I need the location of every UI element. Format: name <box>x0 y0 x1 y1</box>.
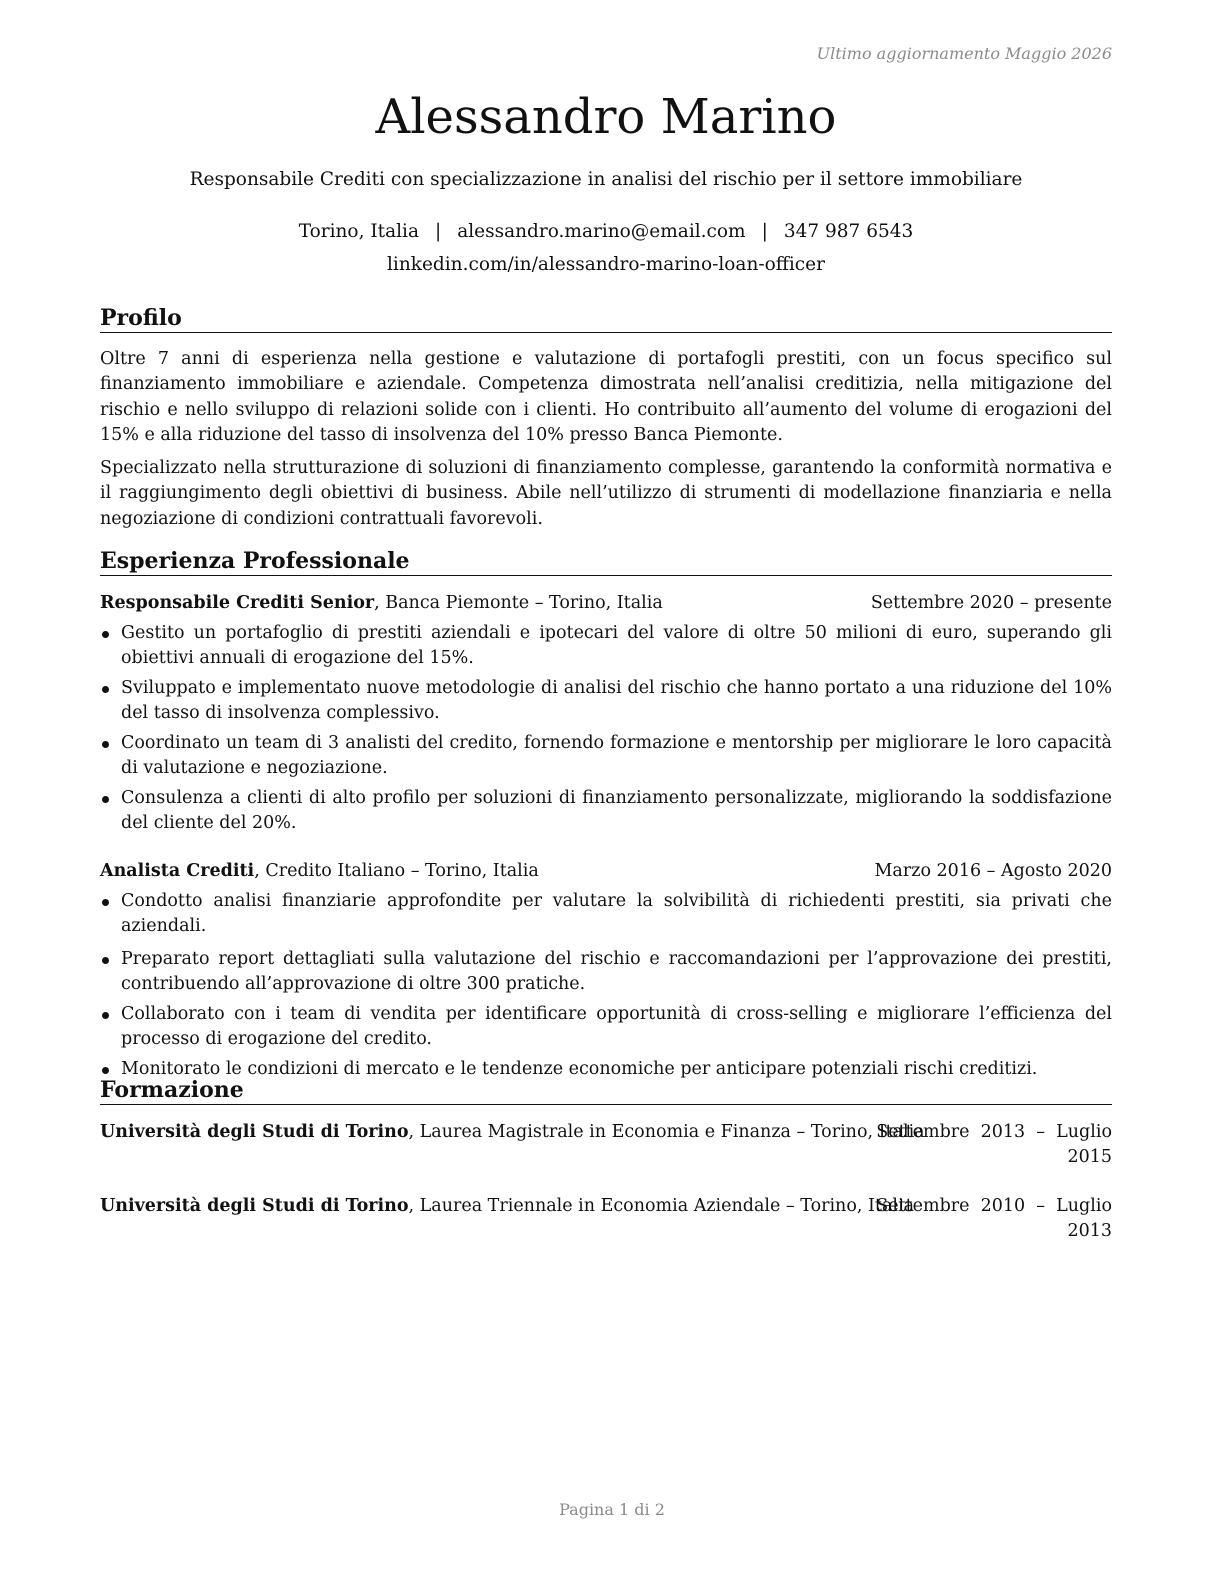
job-bullet-list <box>100 889 1112 1082</box>
list-item <box>100 1002 1112 1052</box>
candidate-name: Alessandro Marino <box>375 89 837 145</box>
candidate-headline: Responsabile Crediti con specializzazione in analisi del rischio per il settore immobiliare <box>189 169 1023 190</box>
education-dates: Settembre 2013 – Luglio <box>876 1122 1112 1142</box>
job-organization: , Banca Piemonte – Torino, Italia <box>374 593 663 613</box>
bullet-icon <box>102 957 109 964</box>
last-updated-date: Ultimo aggiornamento Maggio 2026 <box>816 44 1112 63</box>
education-dates: Settembre 2010 – Luglio <box>876 1196 1112 1216</box>
bullet-icon <box>102 686 109 693</box>
bullet-text: Collaborato con i team di vendita per identificare opportunità di cross-selling e migliorare l’efficienza del processo di erogazione del credito. <box>121 1004 1112 1049</box>
bullet-icon <box>102 796 109 803</box>
profile-paragraph: Oltre 7 anni di esperienza nella gestione e valutazione di portafogli prestiti, con un focus specifico sul finanziamento immobiliare e aziendale. Competenza dimostrata nell’analisi creditizia, nella mitigazione del rischio e nello sviluppo di relazioni solide con i clienti. Ho contribuito all’aumento del volume di erogazioni del 15% e alla riduzione del tasso di insolvenza del 10% presso Banca Piemonte. <box>100 349 1112 445</box>
bullet-text: Coordinato un team di 3 analisti del credito, fornendo formazione e mentorship per migliorare le loro capacità di valutazione e negoziazione. <box>121 733 1112 778</box>
list-item <box>100 731 1112 781</box>
bullet-text: Sviluppato e implementato nuove metodologie di analisi del rischio che hanno portato a una riduzione del 10% del tasso di insolvenza complessivo. <box>121 678 1112 723</box>
job-header <box>100 859 1112 884</box>
bullet-text: Condotto analisi finanziarie approfondite per valutare la solvibilità di richiedenti prestiti, sia privati che aziendali. <box>121 891 1112 936</box>
degree-text: , Laurea Magistrale in Economia e Finanza – Torino, Italia <box>408 1122 925 1142</box>
contact-separator: | <box>761 221 768 242</box>
education-entry <box>100 1120 1112 1170</box>
bullet-icon <box>102 741 109 748</box>
bullet-text: Consulenza a clienti di alto profilo per soluzioni di finanziamento personalizzate, migliorando la soddisfazione del cliente del 20%. <box>121 788 1112 833</box>
education-entry <box>100 1194 1112 1244</box>
job-dates: Marzo 2016 – Agosto 2020 <box>874 861 1112 881</box>
job-role: Analista Crediti <box>100 861 255 881</box>
bullet-text: Preparato report dettagliati sulla valutazione del rischio e raccomandazioni per l’approvazione dei prestiti, contribuendo all’approvazione di oltre 300 pratiche. <box>121 949 1112 994</box>
list-item <box>100 621 1112 671</box>
bullet-icon <box>102 1012 109 1019</box>
bullet-icon <box>102 631 109 638</box>
email-link[interactable]: alessandro.marino@email.com <box>457 221 746 242</box>
job-header <box>100 591 1112 616</box>
job-role: Responsabile Crediti Senior <box>100 593 375 613</box>
school-name: Università degli Studi di Torino <box>100 1196 409 1216</box>
job-bullet-list <box>100 621 1112 836</box>
education-dates-end: 2015 <box>1067 1147 1112 1167</box>
profile-paragraph: Specializzato nella strutturazione di soluzioni di finanziamento complesse, garantendo la conformità normativa e il raggiungimento degli obiettivi di business. Abile nell’utilizzo di strumenti di modellazione finanziaria e nella negoziazione di condizioni contrattuali favorevoli. <box>100 458 1112 529</box>
job-organization: , Credito Italiano – Torino, Italia <box>254 861 539 881</box>
list-item <box>100 947 1112 997</box>
list-item <box>100 889 1112 939</box>
list-item <box>100 676 1112 726</box>
location-text: Torino, Italia <box>298 221 419 242</box>
degree-text: , Laurea Triennale in Economia Aziendale – Torino, Italia <box>408 1196 914 1216</box>
linkedin-link[interactable]: linkedin.com/in/alessandro-marino-loan-officer <box>387 254 825 275</box>
section-title-profile: Profilo <box>100 305 1112 333</box>
bullet-icon <box>102 899 109 906</box>
education-dates-end: 2013 <box>1067 1221 1112 1241</box>
bullet-text: Monitorato le condizioni di mercato e le tendenze economiche per anticipare potenziali rischi creditizi. <box>121 1059 1038 1079</box>
contact-line <box>100 220 1112 244</box>
section-title-education: Formazione <box>100 1077 1112 1105</box>
section-title-experience: Esperienza Professionale <box>100 548 1112 576</box>
bullet-icon <box>102 1067 109 1074</box>
school-name: Università degli Studi di Torino <box>100 1122 409 1142</box>
job-dates: Settembre 2020 – presente <box>870 593 1112 613</box>
bullet-text: Gestito un portafoglio di prestiti aziendali e ipotecari del valore di oltre 50 milioni di euro, superando gli obiettivi annuali di erogazione del 15%. <box>121 623 1112 668</box>
contact-separator: | <box>434 221 442 242</box>
page-number: Pagina 1 di 2 <box>559 1500 665 1519</box>
phone-number: 347 987 6543 <box>783 221 914 242</box>
list-item <box>100 786 1112 836</box>
